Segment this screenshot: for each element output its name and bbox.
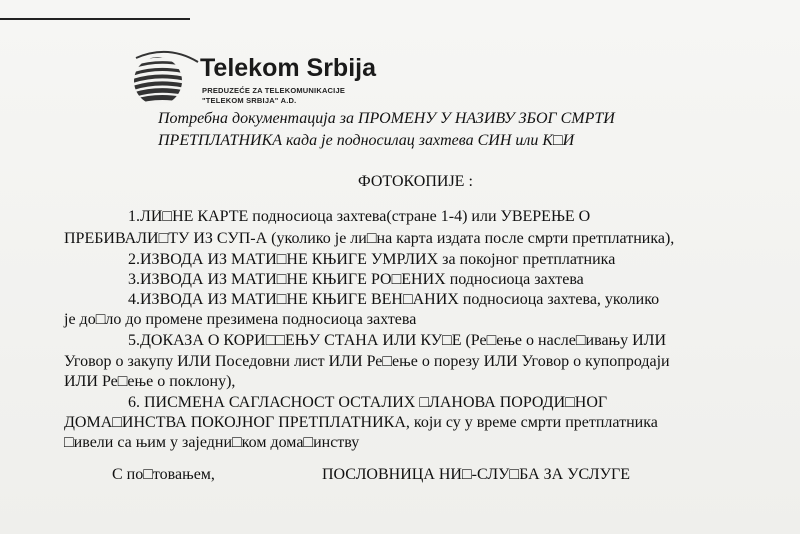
body-line: ПРЕБИВАЛИ□ТУ ИЗ СУП-А (уколико је ли□на карта издата после смрти претплатника),: [64, 230, 675, 247]
signature-office: ПОСЛОВНИЦА НИ□-СЛУ□БА ЗА УСЛУГЕ: [322, 466, 630, 483]
section-heading: ФОТОКОПИЈЕ :: [358, 173, 473, 190]
body-line: ИЛИ Ре□ење о поклону),: [64, 373, 236, 390]
body-line: 3.ИЗВОДА ИЗ МАТИ□НЕ КЊИГЕ РО□ЕНИХ подносиоца захтева: [128, 271, 584, 288]
telekom-srbija-logo: [128, 48, 398, 110]
globe-logo-icon: [128, 48, 200, 110]
body-line: 4.ИЗВОДА ИЗ МАТИ□НЕ КЊИГЕ ВЕН□АНИХ подносиоца захтева, уколико: [128, 291, 660, 308]
intro-line-2: ПРЕТПЛАТНИКА када је подносилац захтева СИН или К□И: [158, 132, 575, 149]
brand-company: "TELEKOM SRBIJA" A.D.: [202, 96, 297, 105]
body-line: 6. ПИСМЕНА САГЛАСНОСТ ОСТАЛИХ □ЛАНОВА ПОРОДИ□НОГ: [128, 394, 608, 411]
signature-greeting: С по□товањем,: [112, 466, 215, 483]
body-line: 1.ЛИ□НЕ КАРТЕ подносиоца захтева(стране 1-4) или УВЕРЕЊЕ О: [128, 208, 591, 225]
top-edge-rule: [0, 18, 190, 20]
body-line: Уговор о закупу ИЛИ Поседовни лист ИЛИ Ре□ење о порезу ИЛИ Уговор о купопродаји: [64, 353, 670, 370]
body-line: је до□ло до промене презимена подносиоца захтева: [64, 311, 417, 328]
body-line: ДОМА□ИНСТВА ПОКОЈНОГ ПРЕТПЛАТНИКА, који су у време смрти претплатника: [64, 414, 658, 431]
brand-subtitle: PREDUZEĆE ZA TELEKOMUNIKACIJE: [202, 86, 346, 95]
body-line: 5.ДОКАЗА О КОРИ□□ЕЊУ СТАНА ИЛИ КУ□Е (Ре□ење о насле□ивању ИЛИ: [128, 332, 667, 349]
intro-line-1: Потребна документација за ПРОМЕНУ У НАЗИВУ ЗБОГ СМРТИ: [158, 110, 615, 127]
body-line: 2.ИЗВОДА ИЗ МАТИ□НЕ КЊИГЕ УМРЛИХ за покојног претплатника: [128, 251, 616, 268]
body-line: □ивели са њим у заједни□ком дома□инству: [64, 434, 360, 451]
brand-name: Telekom Srbija: [200, 54, 376, 82]
